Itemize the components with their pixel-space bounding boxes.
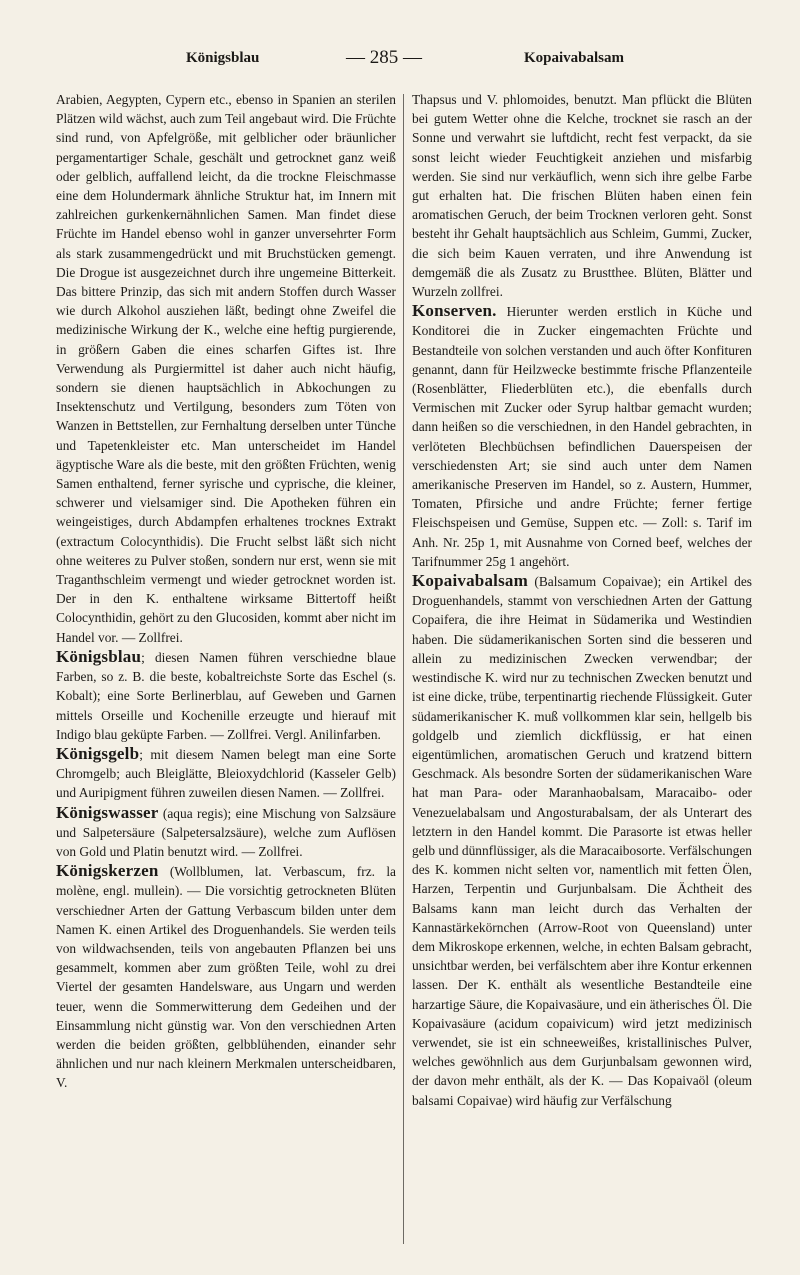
entry-text-kopaivabalsam: (Balsamum Copaivae); ein Artikel des Droguenhandels, stammt von verschiednen Arten der Gattung Copaifera, die ihre Heimat in Südamerika und Westindien haben. Die südamerikanischen Sorten sind die besseren und allein zu medizinischen Zwecken verwendbar; der westindische K. wird nur zu technischen Zwecken benutzt und ist eine dicke, trübe, terpentinartig riechende Flüssigkeit. Guter südamerikanischer K. muß vollkommen klar sein, hellgelb bis goldgelb und ziemlich dickflüssig, er hat einen eigentümlichen, aromatischen Geruch und kratzend bittern Geschmack. Als besondre Sorten der südamerikanischen Ware hat man Para- oder Maranhaobalsam, Maracaibo- oder Venezuelabalsam und Angosturabalsam, der als Unterart des letztern in den Handel kommt. Die Parasorte ist etwas heller gelb und dünnflüssiger, als die Maracaibosorte. Verfälschungen des K. kommen nicht selten vor, namentlich mit fetten Ölen, Harzen, Terpentin und Gurjunbalsam. Die Ächtheit des Balsams kann man leicht durch das Verhalten der Kannastärkekörnchen (Arrow-Root von Queensland) unter dem Mikroskope erkennen, welche, in echten Balsam gebracht, unsichtbar werden, bei verfälschtem aber ihre Kontur erkennen lassen. Der K. enthält als wesentliche Bestandteile eine harzartige Säure, die Kopaivasäure, und ein ätherisches Öl. Die Kopaivasäure (acidum copaivicum) wird jetzt medizinisch verwendet, sie ist ein schneeweißes, kristallinisches Pulver, welches gewöhnlich aus dem Gurjunbalsam gewonnen wird, der davon mehr enthält, als der K. — Das Kopaivaöl (oleum balsami Copaivae) wird häufig zur Verfälschung [412, 574, 752, 1108]
continued-entry-text: Arabien, Aegypten, Cypern etc., ebenso in Spanien an sterilen Plätzen wild wächst, auch zum Teil angebaut wird. Die Früchte sind rund, von Apfelgröße, mit gelblicher oder bräunlicher pergamentartiger Schale, geschält und getrocknet ganz weiß oder gelblich, auffallend leicht, da die trockne Fleischmasse eine dem Holundermark ähnliche Struktur hat, im Innern mit zahlreichen gurkenkernähnlichen Samen. Man findet diese Früchte im Handel ebenso wohl in ganzer unversehrter Form als stark zusammengedrückt und mit Bruchstücken gemengt. Die Drogue ist ausgezeichnet durch ihre ungemeine Bitterkeit. Das bittere Prinzip, das sich mit andern Stoffen durch Wasser wie durch Alkohol ausziehen läßt, bedingt ohne Zweifel die medizinische Wirkung der K., welche eine heftig purgierende, in größern Gaben die eines scharfen Giftes ist. Ihre Verwendung als Purgiermittel ist daher auch nicht häufig, sondern sie dienen hauptsächlich in Abkochungen zu Insektenschutz und Vertilgung, besonders zum Töten von Wanzen in Bettstellen, zur Fernhaltung derselben unter Tünche und Tapetenkleister etc. Man unterscheidet im Handel ägyptische Ware als die beste, mit den größten Früchten, wenig Samen enthaltend, ferner syrische und cyprische, die kleiner, schwerer und vielsamiger sind. Die Apotheken führen ein weingeistiges, durch Abdampfen erhaltenes trocknes Extrakt (extractum Colocynthidis). Die Frucht selbst läßt sich nicht ohne weiteres zu Pulver stoßen, sondern nur erst, wenn sie mit Traganthschleim vermengt und wieder getrocknet worden ist. Der in den K. enthaltene wirksame Bittertoff heißt Colocynthidin, gehört zu den Glucosiden, kommt aber nicht im Handel vor. — Zollfrei. [56, 92, 396, 645]
header-left-keyword: Königsblau [186, 50, 260, 66]
entry-konserven [412, 301, 752, 571]
entry-text-koenigsblau: ; diesen Namen führen verschiedne blaue Farben, so z. B. die beste, kobaltreichste Sorte das Eschel (s. Kobalt); eine Sorte Berlinerblau, auf Geweben und Garnen mittels Orseille und Kochenille erzeugte und hierauf mit Indigo blau geküpte Farben. — Zollfrei. Vergl. Anilinfarben. [56, 649, 396, 742]
running-header [56, 47, 746, 74]
headword-koenigsblau: Königsblau [56, 646, 142, 666]
continued-entry-text-right: Thapsus und V. phlomoides, benutzt. Man pflückt die Blüten bei gutem Wetter ohne die Kelche, trocknet sie rasch an der Sonne und verwahrt sie luftdicht, recht fest verpackt, da sie sonst leicht wieder Feuchtigkeit anziehen und misfarbig werden. Sie sind nur verkäuflich, wenn sich ihre gelbe Farbe gut erhalten hat. Die frischen Blüten haben einen fein aromatischen Geruch, der beim Trocknen verloren geht. Sonst besteht ihr Gehalt hauptsächlich aus Schleim, Gummi, Zucker, die sich beim Kauen verraten, und ihre Anwendung ist demgemäß die als Zusatz zu Brustthee. Blüten, Blätter und Wurzeln zollfrei. [412, 92, 752, 300]
left-column [56, 90, 396, 1093]
header-right-keyword: Kopaivabalsam [524, 50, 625, 66]
entry-text-konserven: Hierunter werden erstlich in Küche und Konditorei die in Zucker eingemachten Früchte und Bestandteile von solchen verstanden und auch öfter Konfituren genannt, dann für Heilzwecke bestimmte frische Pflanzenteile (Rosenblätter, Fliederblüten etc.), die ebenfalls durch Vermischen mit Zucker oder Syrup haltbar gemacht wurden; dann heißen so die verschiednen, in den Handel gebrachten, in verlöteten Blechbüchsen befindlichen Dauerspeisen der verschiedensten Art; sie sind auch unter dem Namen amerikanische Preserven im Handel, so z. Austern, Hummer, Tomaten, Pfirsiche und andre Früchte; ferner fertige Fleischspeisen und Gemüse, Suppen etc. — Zoll: s. Tarif im Anh. Nr. 25p 1, mit Ausnahme von Corned beef, welches der Tarifnummer 25g 1 angehört. [412, 304, 752, 569]
headword-koenigswasser: Königswasser [56, 802, 159, 822]
headword-koenigskerzen: Königskerzen [56, 861, 159, 881]
entry-kopaivabalsam [412, 571, 752, 1110]
right-column [412, 90, 752, 1110]
headword-konserven: Konserven. [412, 301, 497, 321]
headword-kopaivabalsam: Kopaivabalsam [412, 571, 528, 591]
entry-koenigskerzen [56, 861, 396, 1092]
entry-koenigsblau [56, 647, 396, 744]
entry-koenigsgelb [56, 744, 396, 803]
entry-text-koenigswasser: (aqua regis); eine Mischung von Salzsäure und Salpetersäure (Salpetersalzsäure), welche zum Auflösen von Gold und Platin benutzt wird. — Zollfrei. [56, 805, 396, 859]
headword-koenigsgelb: Königsgelb [56, 743, 140, 763]
column-divider [403, 94, 404, 1244]
entry-koenigswasser [56, 803, 396, 862]
entry-text-koenigskerzen: (Wollblumen, lat. Verbascum, frz. la molène, engl. mullein). — Die vorsichtig getrockneten Blüten verschiedner Arten der Gattung Verbascum bilden unter dem Namen K. einen Artikel des Droguenhandels. Sie werden teils von wildwachsenden, teils von angebauten Pflanzen bei uns gesammelt, kommen aber zum größten Teile, wohl zu drei Viertel der gesamten Handelsware, aus Ungarn und werden teuer, wenn die Sommerwitterung dem Gedeihen und der Einsammlung nicht günstig war. Von den verschiednen Arten werden die beiden größten, gelbblühenden, einander sehr ähnlichen und nur nach kleinern Merkmalen unterscheidbaren, V. [56, 864, 396, 1091]
page-number: — 285 — [346, 47, 422, 68]
entry-text-koenigsgelb: ; mit diesem Namen belegt man eine Sorte Chromgelb; auch Bleiglätte, Bleioxydchlorid (Kasseler Gelb) und Auripigment führen zuweilen diesen Namen. — Zollfrei. [56, 746, 396, 801]
